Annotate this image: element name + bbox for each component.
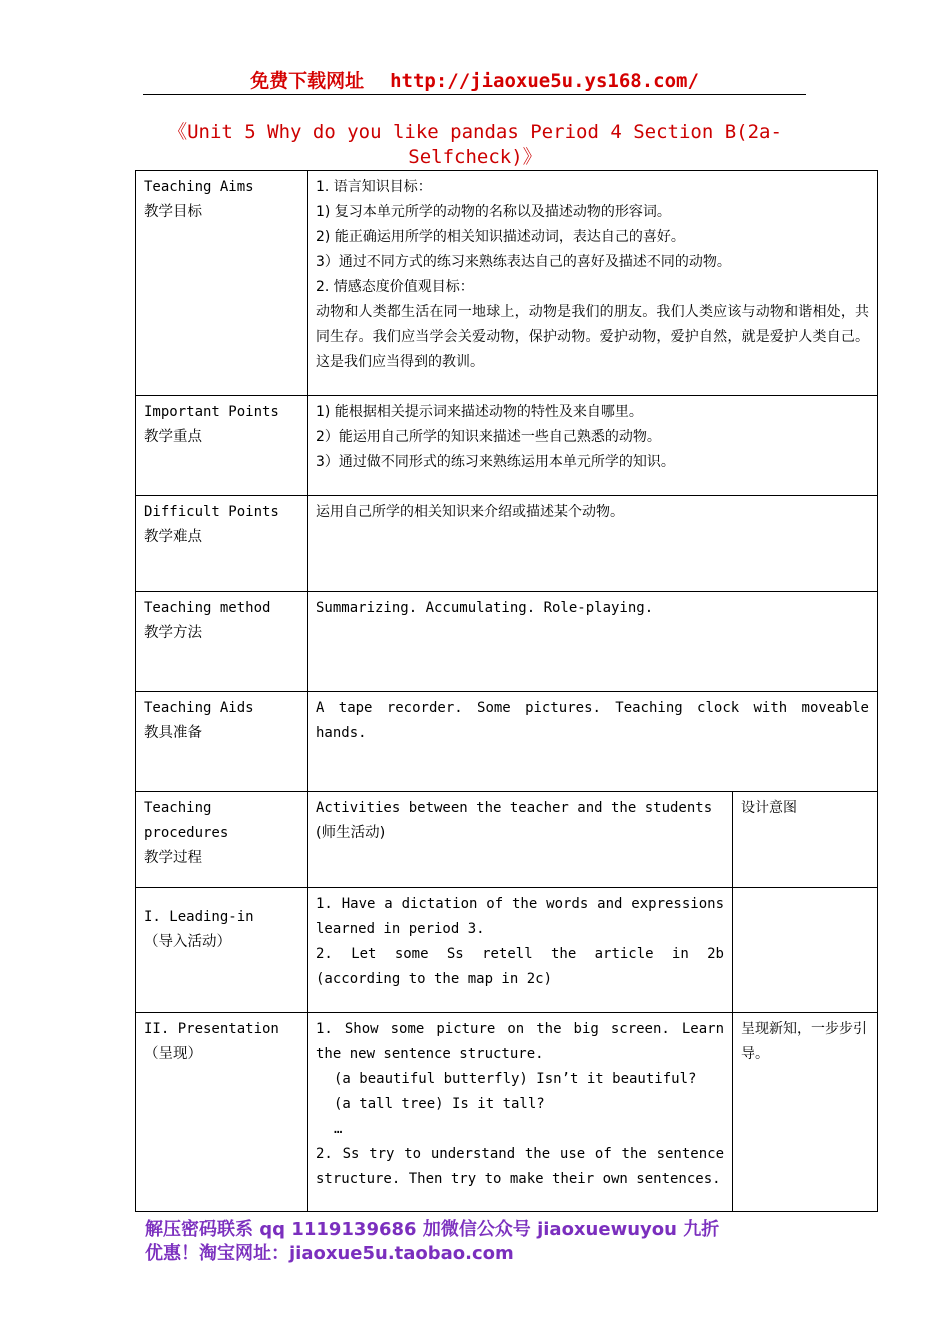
important-label-en: Important Points xyxy=(144,404,279,420)
method-label-cn: 教学方法 xyxy=(144,625,202,641)
row-leading-in xyxy=(136,888,878,1013)
aims-label-cell xyxy=(136,171,308,396)
procedures-label-en: procedures xyxy=(144,825,229,841)
difficult-label-cell xyxy=(136,496,308,592)
leading-label-cell xyxy=(136,888,308,1013)
row-teaching-method xyxy=(136,592,878,692)
important-content-cell xyxy=(308,396,878,496)
method-text: Summarizing. Accumulating. Role-playing. xyxy=(316,600,654,616)
aims-line: 2. 情感态度价值观目标： xyxy=(316,279,474,295)
aids-label-cell xyxy=(136,692,308,792)
leading-line: 1. Have a dictation of the words and expressions xyxy=(316,896,724,912)
procedures-design-cell xyxy=(733,792,878,888)
page-footer xyxy=(145,1218,785,1266)
aids-content-cell xyxy=(308,692,878,792)
lesson-plan-table xyxy=(135,170,878,1212)
row-teaching-aims xyxy=(136,171,878,396)
leading-design-cell xyxy=(733,888,878,1013)
row-teaching-aids xyxy=(136,692,878,792)
aims-line: 2) 能正确运用所学的相关知识描述动词，表达自己的喜好。 xyxy=(316,229,685,245)
procedures-label-cn: 教学过程 xyxy=(144,850,202,866)
aims-content-cell xyxy=(308,171,878,396)
procedures-activities-cell xyxy=(308,792,733,888)
activities-header-en: Activities between the teacher and the students xyxy=(316,800,713,816)
presentation-line: 2. Ss try to understand the use of the sentence xyxy=(316,1146,724,1162)
aims-line: 1. 语言知识目标： xyxy=(316,179,432,195)
leading-line: (according to the map in 2c) xyxy=(316,971,553,987)
difficult-content-cell xyxy=(308,496,878,592)
row-teaching-procedures xyxy=(136,792,878,888)
presentation-line: structure. Then try to make their own sentences. xyxy=(316,1171,721,1187)
header-site-label: 免费下载网址 xyxy=(250,70,365,92)
difficult-label-cn: 教学难点 xyxy=(144,529,202,545)
leading-label-en: I. Leading-in xyxy=(144,909,254,925)
header-url-link[interactable]: http://jiaoxue5u.ys168.com/ xyxy=(390,70,699,92)
presentation-content-cell xyxy=(308,1013,733,1212)
presentation-ellipsis: … xyxy=(334,1121,343,1137)
presentation-label-cn: （呈现） xyxy=(144,1046,202,1062)
design-intent-header: 设计意图 xyxy=(741,800,797,816)
presentation-label-cell xyxy=(136,1013,308,1212)
aims-label-en: Teaching Aims xyxy=(144,179,254,195)
leading-line: learned in period 3. xyxy=(316,921,485,937)
leading-line: 2. Let some Ss retell the article in 2b xyxy=(316,946,724,962)
difficult-label-en: Difficult Points xyxy=(144,504,279,520)
aims-paragraph: 动物和人类都生活在同一地球上，动物是我们的朋友。我们人类应该与动物和谐相处，共同生存。我们应当学会关爱动物，保护动物。爱护动物，爱护自然，就是爱护人类自己。这是我们应当得到的教训。 xyxy=(316,304,869,370)
document-title: 《Unit 5 Why do you like pandas Period 4 Section B(2a-Selfcheck)》 xyxy=(168,121,782,168)
activities-header-cn: (师生活动) xyxy=(316,825,386,841)
footer-line: 优惠！淘宝网址：jiaoxue5u.taobao.com xyxy=(145,1243,514,1264)
difficult-text: 运用自己所学的相关知识来介绍或描述某个动物。 xyxy=(316,504,624,520)
procedures-label-cell xyxy=(136,792,308,888)
presentation-line: 1. Show some picture on the big screen. Learn xyxy=(316,1021,724,1037)
row-presentation xyxy=(136,1013,878,1212)
procedures-label-en: Teaching xyxy=(144,800,212,816)
presentation-design-text: 呈现新知，一步步引导。 xyxy=(741,1021,867,1062)
aims-label-cn: 教学目标 xyxy=(144,204,202,220)
important-label-cn: 教学重点 xyxy=(144,429,202,445)
important-line: 1) 能根据相关提示词来描述动物的特性及来自哪里。 xyxy=(316,404,643,420)
method-content-cell xyxy=(308,592,878,692)
aims-line: 1) 复习本单元所学的动物的名称以及描述动物的形容词。 xyxy=(316,204,671,220)
aims-line: 3）通过不同方式的练习来熟练表达自己的喜好及描述不同的动物。 xyxy=(316,254,731,270)
presentation-line: the new sentence structure. xyxy=(316,1046,544,1062)
important-line: 3）通过做不同形式的练习来熟练运用本单元所学的知识。 xyxy=(316,454,675,470)
presentation-design-cell xyxy=(733,1013,878,1212)
method-label-en: Teaching method xyxy=(144,600,271,616)
aids-label-cn: 教具准备 xyxy=(144,725,202,741)
row-important-points xyxy=(136,396,878,496)
page-header xyxy=(143,66,806,95)
method-label-cell xyxy=(136,592,308,692)
row-difficult-points xyxy=(136,496,878,592)
presentation-label-en: II. Presentation xyxy=(144,1021,279,1037)
important-label-cell xyxy=(136,396,308,496)
presentation-example: (a beautiful butterfly) Isn’t it beautiful? xyxy=(334,1071,697,1087)
aids-label-en: Teaching Aids xyxy=(144,700,254,716)
aids-line: A tape recorder. Some pictures. Teaching clock with moveable xyxy=(316,700,869,716)
presentation-example: (a tall tree) Is it tall? xyxy=(334,1096,545,1112)
footer-line: 解压密码联系 qq 1119139686 加微信公众号 jiaoxuewuyou 九折 xyxy=(145,1219,720,1240)
important-line: 2）能运用自己所学的知识来描述一些自己熟悉的动物。 xyxy=(316,429,661,445)
aids-line: hands. xyxy=(316,725,367,741)
leading-content-cell xyxy=(308,888,733,1013)
leading-label-cn: （导入活动） xyxy=(144,934,231,950)
